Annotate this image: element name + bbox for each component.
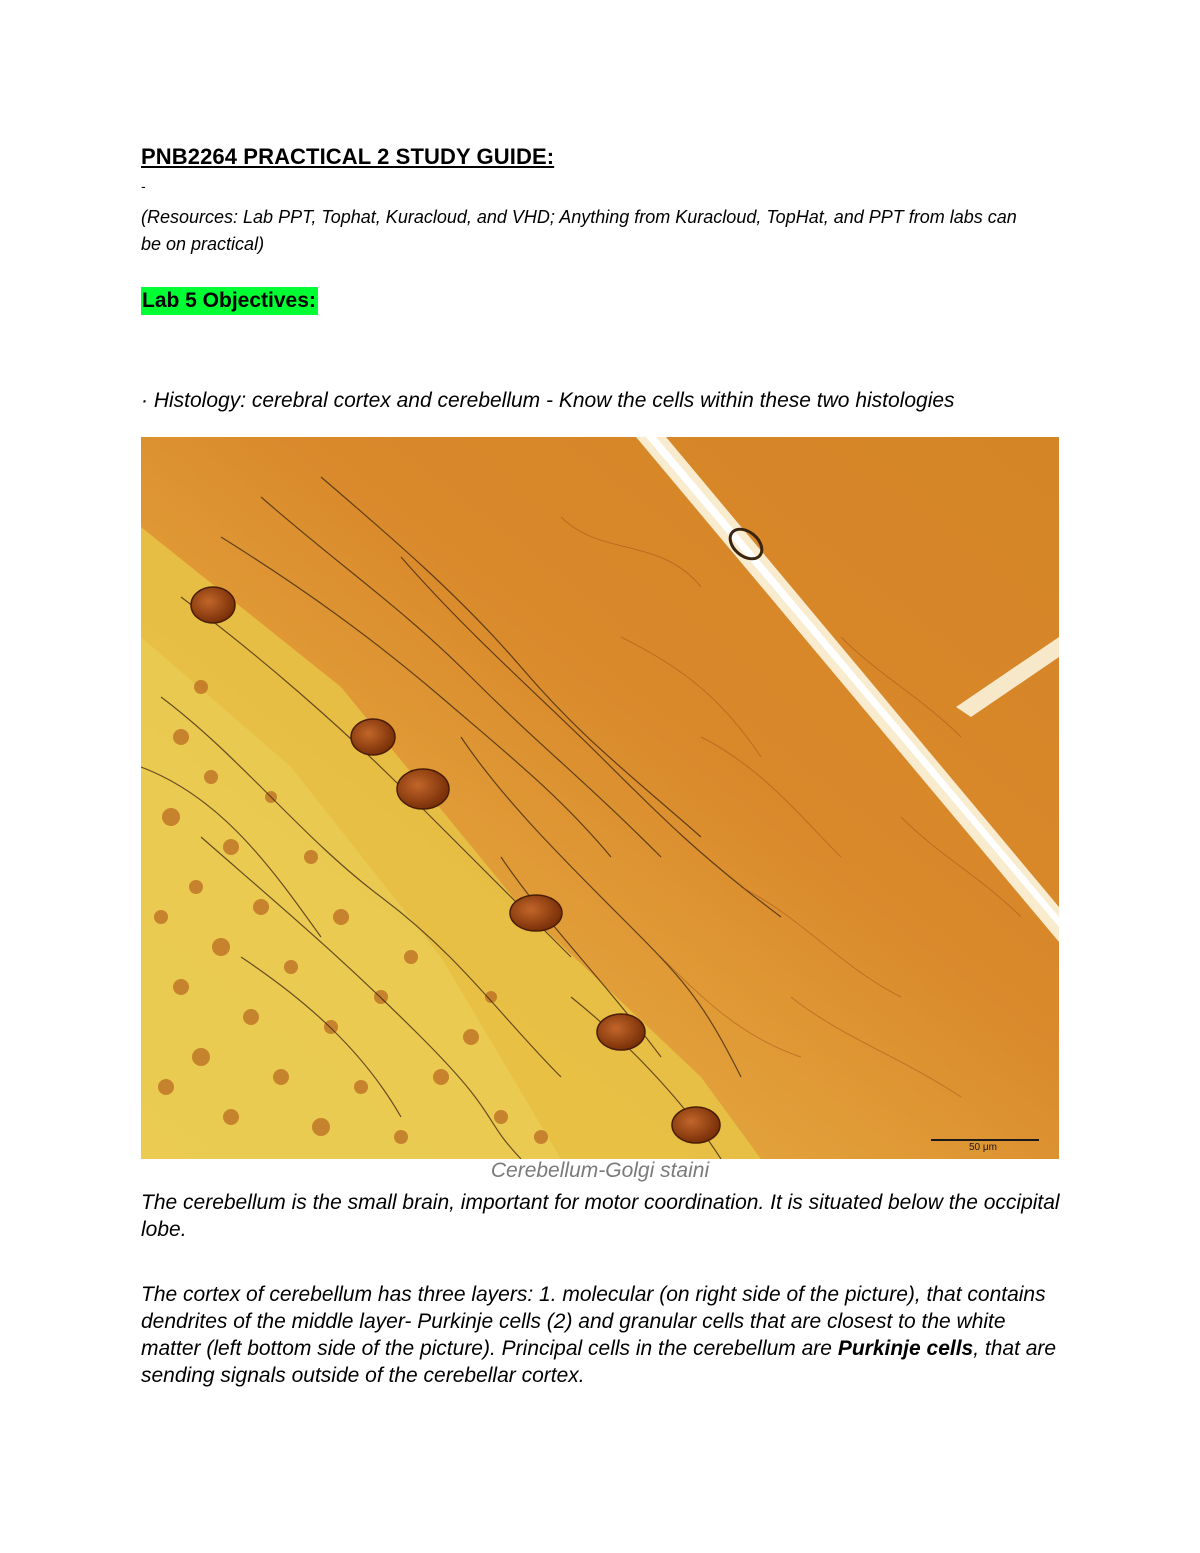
page-title: PNB2264 PRACTICAL 2 STUDY GUIDE: — [141, 144, 555, 169]
resources-note: (Resources: Lab PPT, Tophat, Kuracloud, and VHD; Anything from Kuracloud, TopHat, and PPT from labs can be on practical) — [141, 207, 1017, 254]
cerebellum-micrograph — [141, 437, 1059, 1159]
objective-bullet: · Histology: cerebral cortex and cerebellum - Know the cells within these two histologies — [141, 389, 955, 412]
scale-bar-label: 50 μm — [969, 1142, 997, 1153]
bold-term-purkinje: Purkinje cells — [837, 1337, 974, 1360]
paragraph-cerebellum-layers — [141, 1281, 1061, 1389]
dash-marker: - — [141, 178, 146, 194]
figure-caption: Cerebellum-Golgi staini — [490, 1159, 710, 1182]
objectives-heading: Lab 5 Objectives: — [141, 287, 318, 315]
paragraph-text: The cortex of cerebellum has three layers: 1. molecular (on right side of the picture), that contains dendrites of the middle layer- Purkinje cells (2) and granular cells that are closest to the white matter (left bottom side of the picture). Principal cells in the cerebellum are — [141, 1283, 1046, 1360]
paragraph-cerebellum-intro: The cerebellum is the small brain, important for motor coordination. It is situated below the occipital lobe. — [141, 1191, 1060, 1241]
paragraph-text-end: , that are sending signals outside of the cerebellar cortex. — [141, 1337, 1057, 1387]
